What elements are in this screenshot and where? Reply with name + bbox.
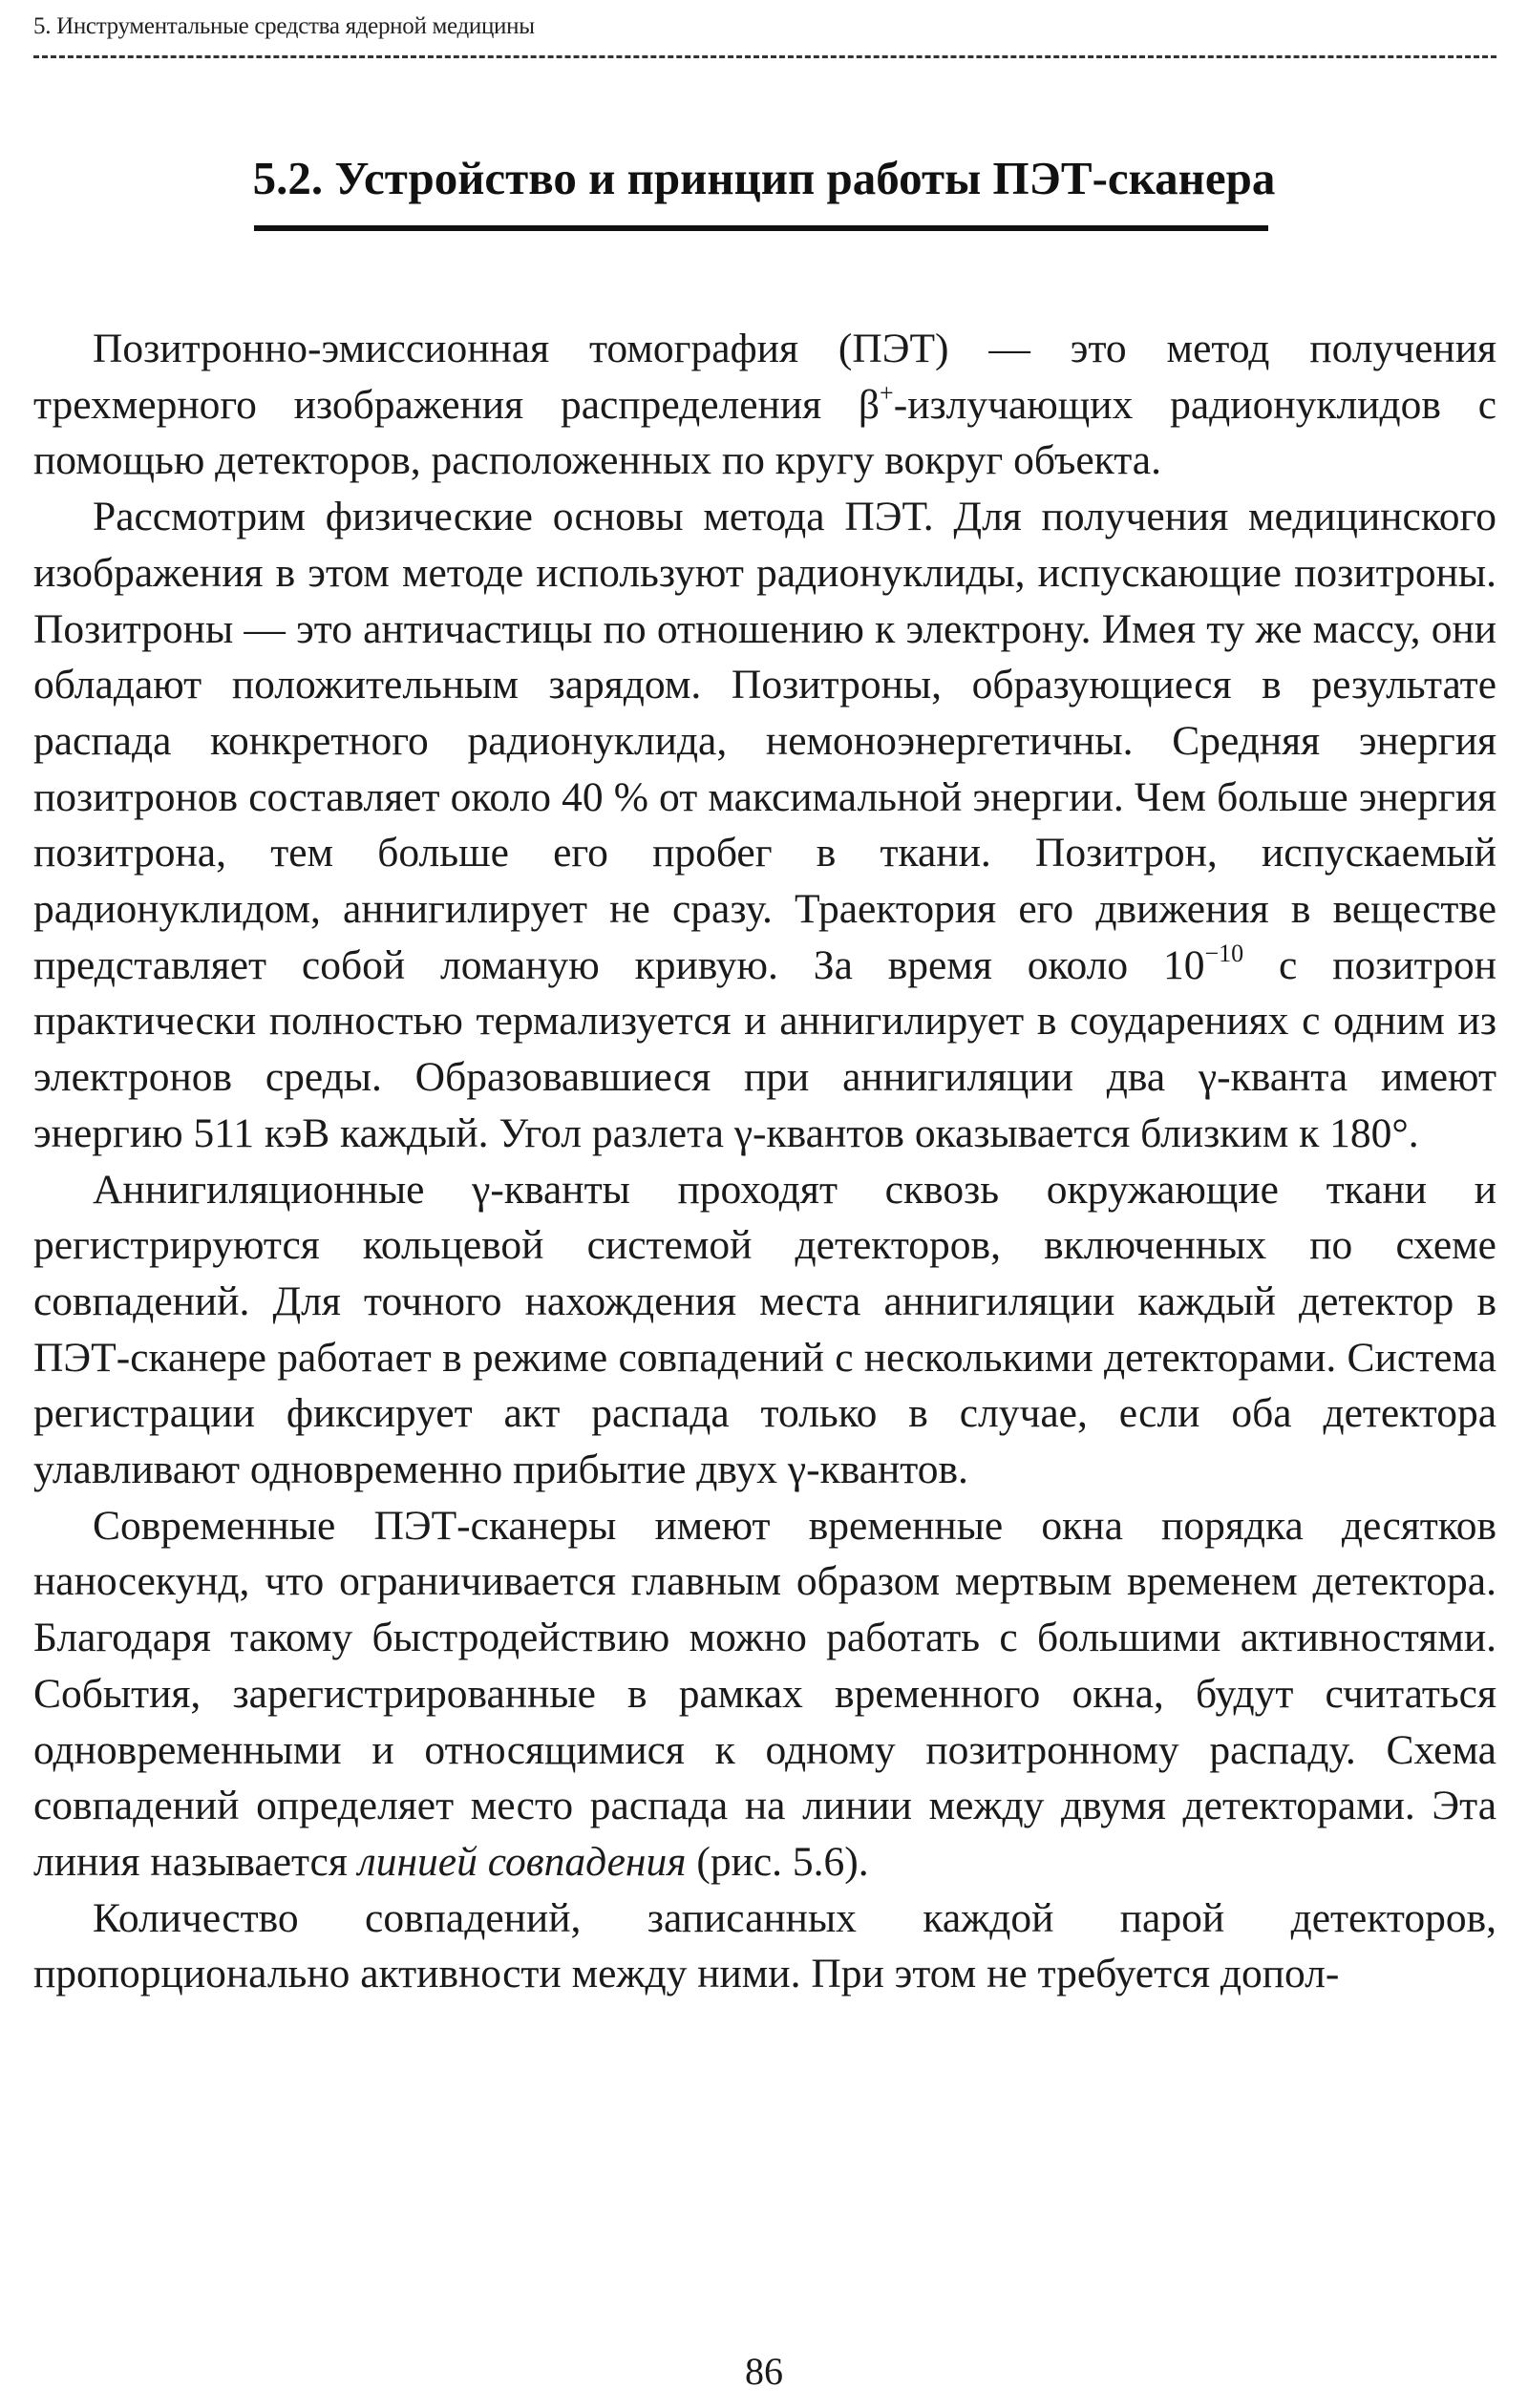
section-title: 5.2. Устройство и принцип работы ПЭТ-сканера xyxy=(252,152,1276,204)
body-text xyxy=(33,321,1496,2002)
header-divider xyxy=(33,55,1496,58)
beta-plus-superscript: + xyxy=(880,378,894,407)
running-head: 5. Инструментальные средства ядерной медицины xyxy=(33,13,535,39)
title-underline xyxy=(254,225,1268,231)
paragraph-2-text-a: Рассмотрим физические основы метода ПЭТ. Для получения медицинского изображения в этом методе используют радионуклиды, испускающие позитроны. Позитроны — это античастицы по отношению к электрону. Имея ту же массу, они обладают положительным зарядом. Позитроны, образующиеся в результате распада конкретного радионуклида, немоноэнергетичны. Средняя энергия позитронов составляет около 40 % от максимальной энергии. Чем больше энергия позитрона, тем больше его пробег в ткани. Позитрон, испускаемый радионуклидом, аннигилирует не сразу. Траектория его движения в веществе представляет собой ломаную кривую. За время около 10 xyxy=(33,494,1496,988)
paragraph-4-text-a: Современные ПЭТ-сканеры имеют временные окна порядка десятков наносекунд, что ограничивается главным образом мертвым временем детектора. Благодаря такому быстродействию можно работать с большими активностями. События, зарегистрированные в рамках временного окна, будут считаться одновременными и относящимися к одному позитронному распаду. Схема совпадений определяет место распада на линии между двумя детекторами. Эта линия называется xyxy=(33,1502,1496,1885)
exponent-superscript: −10 xyxy=(1204,939,1244,967)
emphasized-term: линией совпадения xyxy=(357,1838,687,1885)
paragraph-1-text-a: Позитронно-эмиссионная томография (ПЭТ) — это метод получения трехмерного изображения распределения β xyxy=(33,326,1496,428)
page-number: 86 xyxy=(745,2350,783,2393)
paragraph-4-text-b: (рис. 5.6). xyxy=(686,1838,869,1885)
paragraph-1-text-b: -излучающих радионуклидов с помощью детекторов, расположенных по кругу вокруг объекта. xyxy=(33,381,1496,484)
paragraph-2 xyxy=(33,489,1496,1161)
paragraph-3: Аннигиляционные γ-кванты проходят сквозь окружающие ткани и регистрируются кольцевой системой детекторов, включенных по схеме совпадений. Для точного нахождения места аннигиляции каждый детектор в ПЭТ-сканере работает в режиме совпадений с несколькими детекторами. Система регистрации фиксирует акт распада только в случае, если оба детектора улавливают одновременно прибытие двух γ-квантов. xyxy=(33,1166,1496,1493)
paragraph-2-text-b: с позитрон практически полностью термализуется и аннигилирует в соударениях с одним из электронов среды. Образовавшиеся при аннигиляции два γ-кванта имеют энергию 511 кэВ каждый. Угол разлета γ-квантов оказывается близким к 180°. xyxy=(33,941,1497,1156)
paragraph-4 xyxy=(33,1498,1496,1890)
paragraph-1 xyxy=(33,321,1496,489)
paragraph-5: Количество совпадений, записанных каждой парой детекторов, пропорционально активности между ними. При этом не требуется допол- xyxy=(33,1894,1496,1997)
